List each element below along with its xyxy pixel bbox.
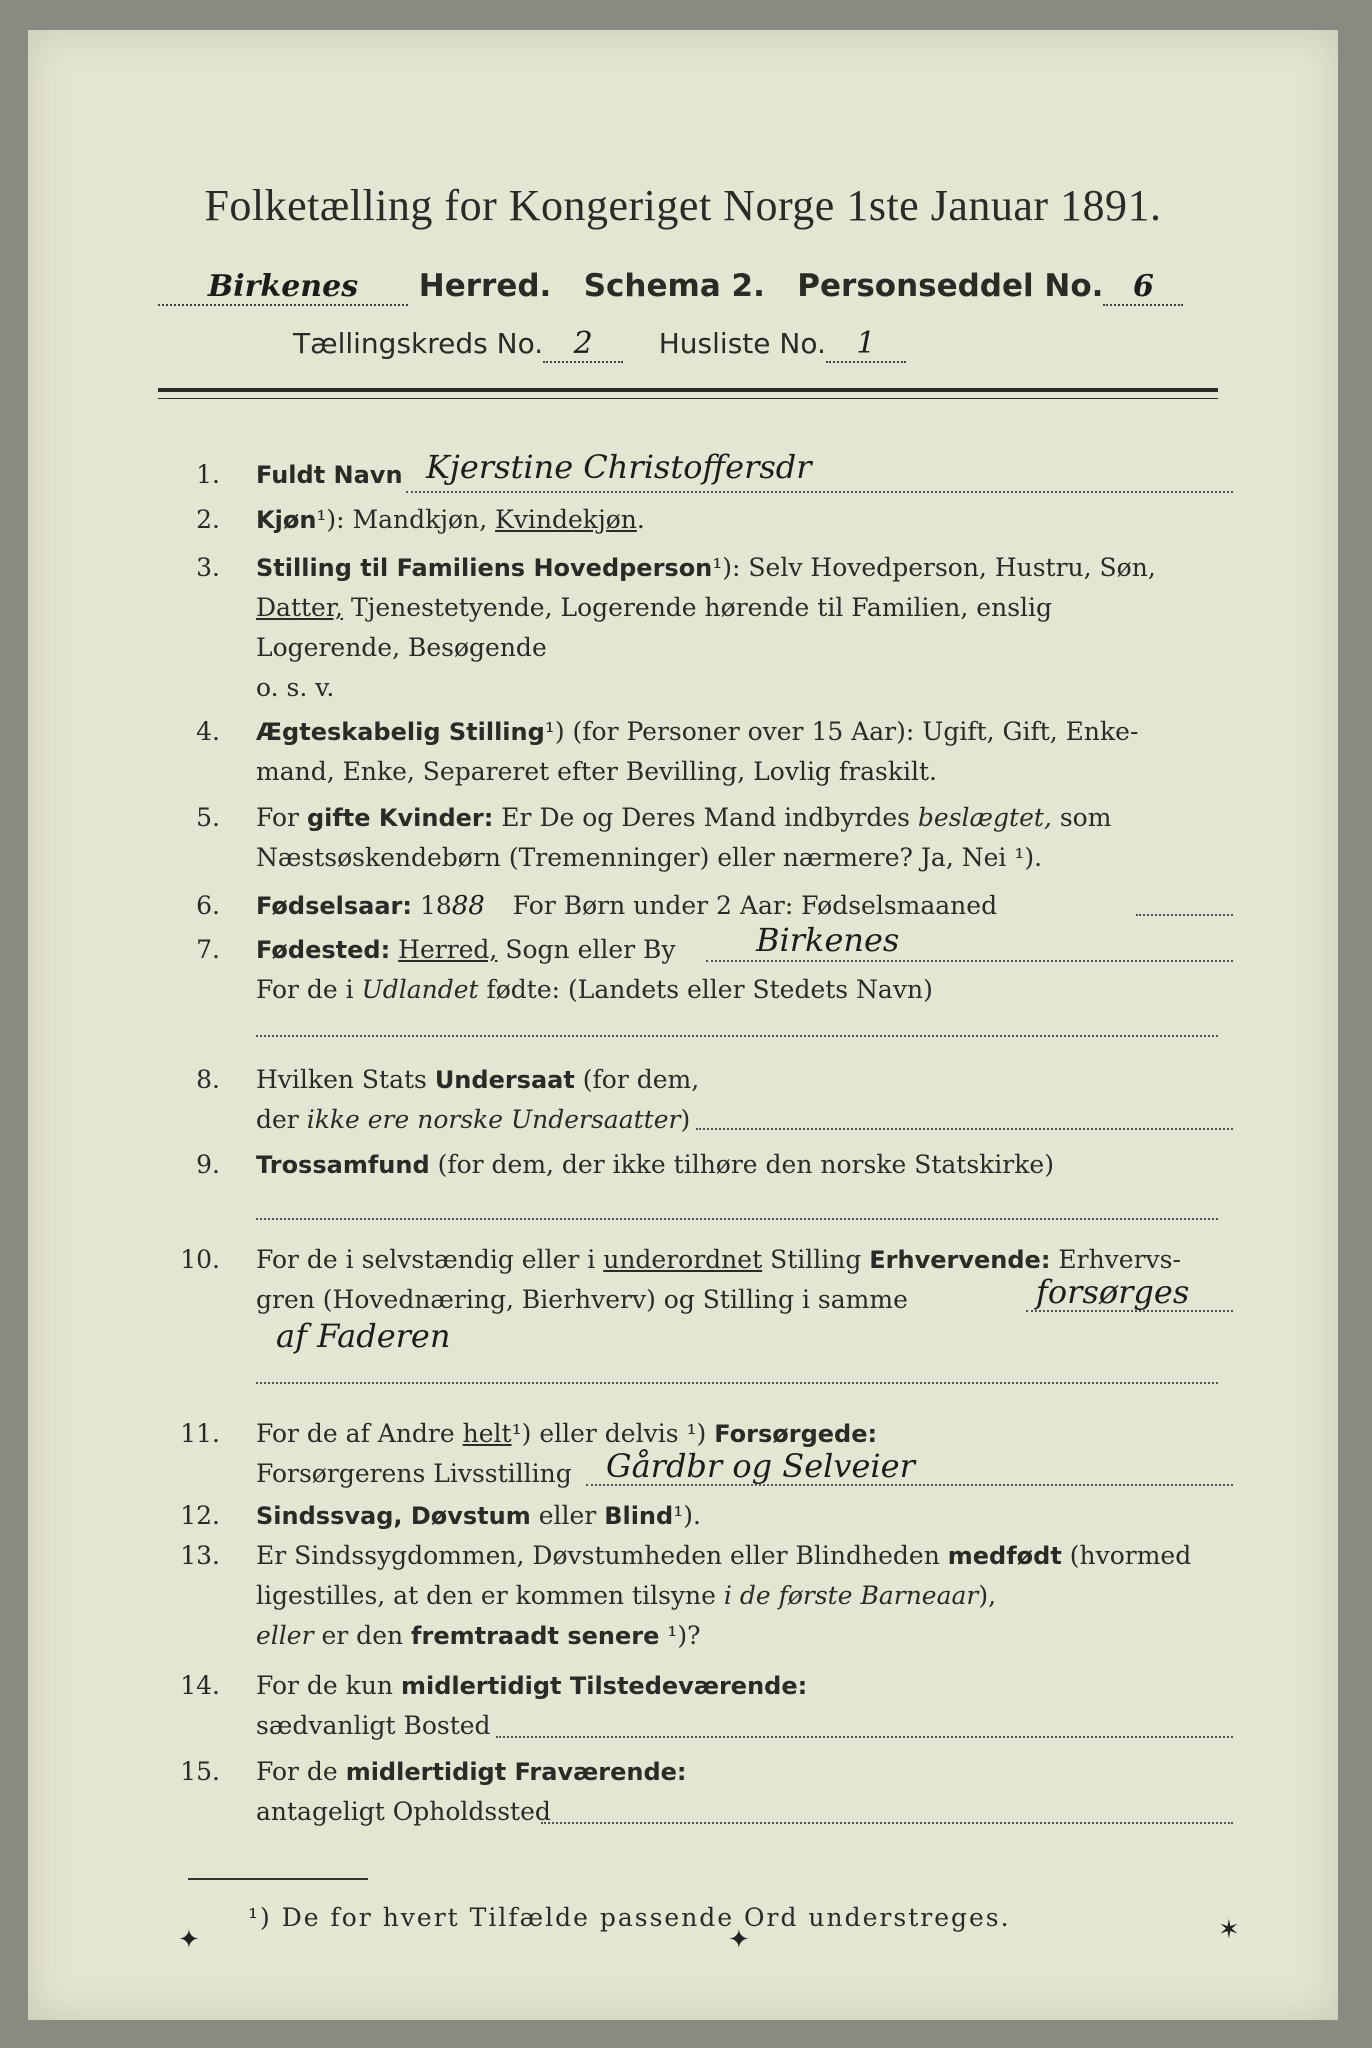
schema-label: Schema 2.	[583, 268, 765, 304]
sex-label: Kjøn	[256, 506, 317, 534]
question-12	[158, 1496, 1233, 1540]
question-number: 5.	[196, 803, 220, 832]
abroad-italic: Udlandet	[361, 975, 479, 1004]
full-name-value: Kjerstine Christoffersdr	[426, 448, 812, 486]
marital-status-label: Ægteskabelig Stilling	[256, 718, 545, 746]
occupation-value-2: af Faderen	[276, 1317, 451, 1355]
occupation-underlined: underordnet	[603, 1245, 763, 1274]
married-women-label: gifte Kvinder:	[306, 804, 494, 832]
citizenship-text-b: (for dem,	[574, 1065, 700, 1094]
married-women-text-1b: som	[1051, 803, 1112, 832]
birth-year-prefix: 18	[412, 891, 452, 920]
question-number: 1.	[196, 460, 220, 489]
question-9	[158, 1145, 1233, 1189]
supported-text-b: ¹) eller delvis ¹)	[511, 1419, 715, 1448]
citizenship-italic: ikke ere norske Undersaatter	[306, 1105, 681, 1134]
footnote: ¹) De for hvert Tilfælde passende Ord understreges.	[248, 1903, 1011, 1932]
husliste-label: Husliste No.	[658, 327, 826, 360]
supported-text-a: For de af Andre	[256, 1419, 463, 1448]
birth-year-value: 88	[451, 891, 485, 921]
religion-label: Trossamfund	[256, 1151, 430, 1179]
abroad-text-b: fødte: (Landets eller Stedets Navn)	[478, 975, 933, 1004]
question-7	[158, 921, 1233, 1050]
registration-mark-icon: ✶	[1218, 1915, 1240, 1945]
question-11	[158, 1414, 1233, 1498]
citizenship-text-2a: der	[256, 1105, 307, 1134]
question-number: 4.	[196, 717, 220, 746]
registration-mark-icon: ✦	[728, 1925, 750, 1955]
question-6	[158, 886, 1233, 930]
herred-label: Herred.	[418, 268, 552, 304]
disability-end: ¹).	[673, 1501, 701, 1530]
occupation-text-b: Stilling	[762, 1245, 870, 1274]
header-line-kreds	[293, 326, 906, 363]
disability-label-2: Blind	[604, 1502, 674, 1530]
temp-absent-text-a: For de	[256, 1757, 346, 1786]
married-women-pre: For	[256, 803, 307, 832]
question-4	[158, 712, 1233, 796]
question-number: 3.	[196, 553, 220, 582]
personseddel-value: 6	[1133, 269, 1154, 304]
religion-line	[256, 1218, 1218, 1220]
question-number: 2.	[196, 505, 220, 534]
occupation-label: Erhvervende:	[869, 1246, 1051, 1274]
registration-mark-icon: ✦	[178, 1925, 200, 1955]
occupation-value-1: forsørges	[1036, 1273, 1190, 1311]
usual-residence-label: sædvanligt Bosted	[256, 1711, 491, 1740]
religion-text: (for dem, der ikke tilhøre den norske Statskirke)	[429, 1150, 1054, 1179]
married-women-text-1: Er De og Deres Mand indbyrdes	[493, 803, 918, 832]
family-position-text-2: Tjenestetyende, Logerende hørende til Familien, enslig	[343, 593, 1053, 622]
supported-underlined: helt	[462, 1419, 512, 1448]
sex-selected-option: Kvindekjøn	[495, 505, 637, 534]
abroad-text-a: For de i	[256, 975, 362, 1004]
question-1	[158, 448, 1233, 499]
birth-year-label: Fødselsaar:	[256, 892, 412, 920]
question-15	[158, 1752, 1233, 1836]
sex-options-text: ¹): Mandkjøn,	[316, 505, 496, 534]
occupation-text-c: Erhvervs-	[1050, 1245, 1181, 1274]
congenital-label: medfødt	[947, 1542, 1062, 1570]
supporter-occupation-label: Forsørgerens Livsstilling	[256, 1459, 572, 1488]
supported-label: Forsørgede:	[714, 1420, 878, 1448]
kreds-label: Tællingskreds No.	[293, 327, 544, 360]
family-position-label: Stilling til Familiens Hovedperson	[256, 554, 713, 582]
question-number: 10.	[180, 1245, 220, 1274]
kreds-value: 2	[573, 326, 593, 361]
header-line-herred	[158, 268, 1228, 306]
family-position-text-4: o. s. v.	[256, 673, 335, 702]
congenital-italic-2: eller	[256, 1621, 314, 1650]
temp-absent-label: midlertidigt Fraværende:	[345, 1758, 687, 1786]
congenital-text-b: (hvormed	[1061, 1541, 1192, 1570]
disability-text: eller	[530, 1501, 605, 1530]
question-number: 15.	[180, 1757, 220, 1786]
header-rule-thick	[158, 388, 1218, 392]
question-10	[158, 1240, 1233, 1370]
occupation-text-2: gren (Hovednæring, Bierhverv) og Stilling i samme	[256, 1285, 908, 1314]
question-8	[158, 1060, 1233, 1144]
family-position-text-3: Logerende, Besøgende	[256, 633, 547, 662]
congenital-italic: i de første Barneaar	[723, 1581, 979, 1610]
birthplace-abroad-line	[256, 1035, 1218, 1037]
question-number: 6.	[196, 891, 220, 920]
question-3	[158, 548, 1233, 708]
probable-residence-label: antageligt Opholdssted	[256, 1797, 551, 1826]
header-rule-thin	[158, 398, 1218, 399]
census-form-sheet	[28, 30, 1338, 2020]
temp-present-text-a: For de kun	[256, 1671, 401, 1700]
occupation-line	[256, 1382, 1218, 1384]
citizenship-label: Undersaat	[434, 1066, 575, 1094]
herred-value: Birkenes	[207, 269, 359, 304]
congenital-text-3b: ¹)?	[659, 1621, 701, 1650]
supporter-occupation-value: Gårdbr og Selveier	[606, 1447, 915, 1485]
footnote-rule	[188, 1878, 368, 1880]
question-14	[158, 1666, 1233, 1750]
question-number: 7.	[196, 935, 220, 964]
congenital-label-2: fremtraadt senere	[411, 1622, 660, 1650]
citizenship-text-2b: )	[680, 1105, 691, 1134]
birthplace-selected: Herred,	[398, 935, 498, 964]
question-number: 12.	[180, 1501, 220, 1530]
disability-label: Sindssvag, Døvstum	[256, 1502, 531, 1530]
question-13	[158, 1536, 1233, 1660]
congenital-text-2a: ligestilles, at den er kommen tilsyne	[256, 1581, 724, 1610]
family-position-selected: Datter,	[256, 593, 343, 622]
citizenship-text-a: Hvilken Stats	[256, 1065, 435, 1094]
question-2	[158, 500, 1233, 544]
married-women-text-2: Næstsøskendebørn (Tremenninger) eller nærmere? Ja, Nei ¹).	[256, 843, 1043, 872]
question-number: 8.	[196, 1065, 220, 1094]
sex-end: .	[636, 505, 645, 534]
form-title: Folketælling for Kongeriget Norge 1ste Januar 1891.	[204, 181, 1162, 230]
married-women-italic: beslægtet,	[917, 803, 1052, 832]
question-number: 14.	[180, 1671, 220, 1700]
birthplace-value: Birkenes	[756, 921, 900, 959]
congenital-text-a: Er Sindssygdommen, Døvstumheden eller Blindheden	[256, 1541, 948, 1570]
husliste-value: 1	[856, 326, 876, 361]
marital-status-text-2: mand, Enke, Separeret efter Bevilling, Lovlig fraskilt.	[256, 757, 937, 786]
family-position-text-1: ¹): Selv Hovedperson, Hustru, Søn,	[712, 553, 1156, 582]
question-number: 9.	[196, 1150, 220, 1179]
occupation-text-a: For de i selvstændig eller i	[256, 1245, 604, 1274]
full-name-label: Fuldt Navn	[256, 461, 403, 489]
congenital-text-2b: ),	[978, 1581, 997, 1610]
question-number: 11.	[180, 1419, 220, 1448]
birthplace-text: Sogn eller By	[497, 935, 676, 964]
congenital-text-3a: er den	[313, 1621, 412, 1650]
personseddel-label: Personseddel No.	[797, 268, 1104, 304]
temp-present-label: midlertidigt Tilstedeværende:	[400, 1672, 808, 1700]
marital-status-text-1: ¹) (for Personer over 15 Aar): Ugift, Gift, Enke-	[544, 717, 1139, 746]
question-number: 13.	[180, 1541, 220, 1570]
birth-month-text: For Børn under 2 Aar: Fødselsmaaned	[504, 891, 998, 920]
question-5	[158, 798, 1233, 882]
birthplace-label: Fødested:	[256, 936, 391, 964]
